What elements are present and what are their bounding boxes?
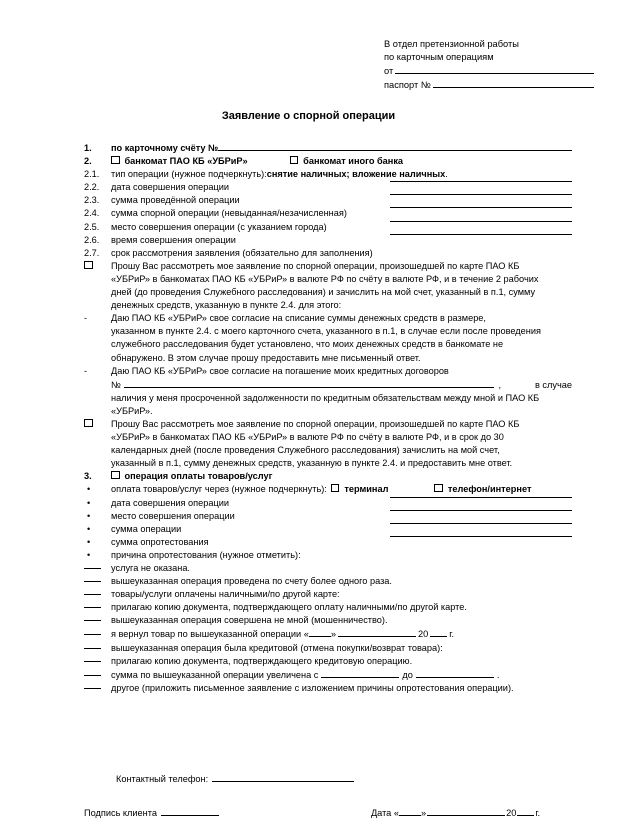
reason-option[interactable] bbox=[84, 682, 572, 695]
date-month-input[interactable] bbox=[427, 806, 505, 816]
para-line: наличия у меня просроченной задолженности по кредитным обязательствам между мной и ПАО КБ bbox=[111, 392, 540, 403]
reason-label: вышеуказанная операция совершена не мной (мошенничество). bbox=[111, 615, 388, 626]
bullet-dispute-amount bbox=[84, 536, 572, 549]
para-line: календарных дней (после проведения Служебного расследования) зачислить на мой счет, bbox=[111, 445, 500, 456]
paragraph-30-days bbox=[84, 418, 572, 470]
reason-blank-line[interactable] bbox=[84, 642, 111, 655]
para-line: Даю ПАО КБ «УБРиР» свое согласие на списание суммы денежных средств в размере, bbox=[111, 313, 486, 324]
item-2-1-number: 2.1. bbox=[84, 169, 100, 180]
return-month-input[interactable] bbox=[338, 627, 416, 637]
bullet-dispute-amount-label: сумма опротестования bbox=[111, 536, 209, 547]
bullet-op-date bbox=[84, 497, 572, 510]
section-3-number: 3. bbox=[84, 471, 92, 482]
item-2-6-number: 2.6. bbox=[84, 234, 100, 245]
reason-label: прилагаю копию документа, подтверждающего кредитовую операцию. bbox=[111, 655, 413, 666]
para-line: денежных средств, указанную в пункте 2.4. для этого: bbox=[111, 300, 342, 311]
addressee-from-label: от bbox=[384, 66, 394, 76]
item-2-1-label: тип операции (нужное подчеркнуть): bbox=[111, 169, 267, 180]
client-signature-input[interactable] bbox=[161, 806, 219, 816]
client-signature-label: Подпись клиента bbox=[84, 808, 157, 818]
reason-label: прилагаю копию документа, подтверждающего оплату наличными/по другой карте. bbox=[111, 602, 467, 613]
para-line: Прошу Вас рассмотреть мое заявление по спорной операции, произошедшей по карте ПАО КБ bbox=[111, 418, 520, 429]
item-2-6-input[interactable] bbox=[390, 234, 572, 235]
bullet-dispute-reason-label: причина опротестования (нужное отметить): bbox=[111, 549, 301, 560]
bullet-marker: • bbox=[87, 484, 91, 495]
return-year-input[interactable] bbox=[430, 627, 447, 637]
bullet-op-date-label: дата совершения операции bbox=[111, 497, 229, 508]
reason-blank-line[interactable] bbox=[84, 628, 111, 641]
date-label: Дата « bbox=[370, 808, 399, 818]
reason-blank-line[interactable] bbox=[84, 588, 111, 601]
item-2-5-label: место совершения операции (с указанием города) bbox=[111, 221, 327, 232]
date-quote-close: » bbox=[420, 808, 427, 818]
signature-row bbox=[84, 806, 584, 820]
item-2-2 bbox=[84, 181, 572, 194]
item-2-2-number: 2.2. bbox=[84, 182, 100, 193]
addressee-block bbox=[384, 38, 594, 92]
reason-option[interactable] bbox=[84, 575, 572, 588]
para-line: «УБРиР» в банкоматах ПАО КБ «УБРиР» в валюте РФ по счёту в валюте РФ, и в срок до 30 bbox=[111, 432, 504, 443]
date-year-prefix: 20 bbox=[506, 808, 517, 818]
item-2-3-label: сумма проведённой операции bbox=[111, 195, 240, 206]
paragraph-2-days bbox=[84, 260, 572, 312]
para-line: Прошу Вас рассмотреть мое заявление по спорной операции, произошедшей по карте ПАО КБ bbox=[111, 260, 520, 271]
reason-label: вышеуказанная операция была кредитовой (отмена покупки/возврат товара): bbox=[111, 642, 443, 653]
item-2-4-number: 2.4. bbox=[84, 208, 100, 219]
checkbox-icon[interactable] bbox=[290, 156, 299, 165]
item-2-4-label: сумма спорной операции (невыданная/незачисленная) bbox=[111, 208, 347, 219]
credit-contract-no-label: № bbox=[111, 379, 121, 390]
addressee-from-row bbox=[384, 64, 594, 78]
addressee-line-1: В отдел претензионной работы bbox=[384, 39, 519, 49]
bullet-marker: • bbox=[87, 523, 91, 534]
date-group bbox=[371, 806, 540, 820]
checkbox-icon[interactable] bbox=[84, 261, 93, 270]
checkbox-icon[interactable] bbox=[331, 484, 340, 493]
reason-range-post: . bbox=[496, 669, 500, 680]
item-2-7-number: 2.7. bbox=[84, 247, 100, 258]
checkbox-30-days[interactable] bbox=[84, 418, 111, 431]
para-line: обнаружено. В этом случае прошу предоставить мне письменный ответ. bbox=[111, 352, 421, 363]
addressee-from-input[interactable] bbox=[395, 64, 594, 74]
reason-blank-line[interactable] bbox=[84, 669, 111, 682]
checkbox-icon[interactable] bbox=[84, 419, 93, 428]
reason-blank-line[interactable] bbox=[84, 614, 111, 627]
dash-marker: - bbox=[84, 313, 87, 324]
date-suffix: г. bbox=[535, 808, 541, 818]
bullet-dispute-amount-input[interactable] bbox=[390, 536, 572, 537]
para-line: указанный в п.1, сумму денежных средств, указанную в пункте 2.4. и предоставить мне ответ. bbox=[111, 458, 513, 469]
page-title: Заявление о спорной операции bbox=[221, 110, 396, 122]
reason-option-amount-range[interactable] bbox=[84, 668, 572, 682]
credit-contract-no-row bbox=[111, 378, 572, 392]
addressee-passport-label: паспорт № bbox=[384, 80, 431, 90]
bullet-op-place-input[interactable] bbox=[390, 510, 572, 511]
item-2-2-label: дата совершения операции bbox=[111, 182, 229, 193]
item-2-4 bbox=[84, 207, 572, 220]
bullet-marker: • bbox=[87, 549, 91, 560]
reason-range-pre: сумма по вышеуказанной операции увеличена с bbox=[111, 669, 319, 680]
checkbox-icon[interactable] bbox=[111, 471, 120, 480]
paragraph-consent-credit bbox=[84, 365, 572, 418]
card-account-input[interactable] bbox=[218, 141, 572, 151]
checkbox-phone-internet-label: телефон/интернет bbox=[447, 484, 532, 495]
paragraph-30-days-text bbox=[111, 418, 572, 470]
item-2-3-input[interactable] bbox=[390, 194, 572, 195]
checkbox-terminal[interactable] bbox=[331, 483, 389, 496]
para-line: Даю ПАО КБ «УБРиР» свое согласие на погашение моих кредитных договоров bbox=[111, 365, 449, 376]
reason-blank-line[interactable] bbox=[84, 601, 111, 614]
document-body bbox=[84, 141, 572, 695]
checkbox-other-atm-label: банкомат иного банка bbox=[303, 156, 404, 167]
para-line: «УБРиР». bbox=[111, 405, 153, 416]
item-2-6-label: время совершения операции bbox=[111, 234, 236, 245]
section-1-label: по карточному счёту № bbox=[111, 143, 219, 153]
contact-phone-label: Контактный телефон: bbox=[116, 774, 209, 784]
amount-to-input[interactable] bbox=[416, 668, 494, 678]
addressee-passport-row bbox=[384, 78, 594, 92]
credit-contract-comma: , bbox=[498, 379, 501, 390]
bullet-op-amount-input[interactable] bbox=[390, 523, 572, 524]
date-year-input[interactable] bbox=[517, 806, 534, 816]
bullet-op-place-label: место совершения операции bbox=[111, 510, 235, 521]
item-2-5-number: 2.5. bbox=[84, 221, 100, 232]
item-2-3-number: 2.3. bbox=[84, 195, 100, 206]
checkbox-icon[interactable] bbox=[111, 156, 120, 165]
para-line: «УБРиР» в банкоматах ПАО КБ «УБРиР» в валюте РФ по счёту в валюте РФ, и в течение 2 рабочих bbox=[111, 273, 539, 284]
reason-range-mid: до bbox=[402, 669, 413, 680]
checkbox-own-atm[interactable] bbox=[111, 155, 248, 168]
bullet-marker: • bbox=[87, 497, 91, 508]
reason-blank-line[interactable] bbox=[84, 682, 111, 695]
reason-option[interactable] bbox=[84, 601, 572, 614]
payment-channel-row bbox=[84, 483, 572, 496]
bullet-op-amount bbox=[84, 523, 572, 536]
checkbox-other-atm[interactable] bbox=[290, 155, 403, 168]
item-2-5 bbox=[84, 221, 572, 234]
reason-label: товары/услуги оплачены наличными/по другой карте: bbox=[111, 589, 340, 600]
checkbox-terminal-label: терминал bbox=[344, 484, 389, 495]
bullet-marker: • bbox=[87, 536, 91, 547]
amount-from-input[interactable] bbox=[321, 668, 399, 678]
item-2-1 bbox=[84, 168, 572, 181]
paragraph-2-days-text bbox=[111, 260, 572, 312]
paragraph-consent-writeoff bbox=[84, 312, 572, 364]
bullet-op-amount-label: сумма операции bbox=[111, 523, 182, 534]
item-2-7 bbox=[84, 247, 572, 260]
checkbox-icon[interactable] bbox=[434, 484, 443, 493]
reason-option[interactable] bbox=[84, 614, 572, 627]
section-1-number: 1. bbox=[84, 143, 92, 153]
addressee-line-2: по карточным операциям bbox=[384, 52, 494, 62]
para-line: указанном в пункте 2.4. с моего карточного счета, указанного в п.1, в случае если после проведения bbox=[111, 326, 541, 337]
contact-phone-input[interactable] bbox=[212, 772, 354, 782]
bullet-marker: • bbox=[87, 510, 91, 521]
credit-contract-tail: в случае bbox=[535, 379, 572, 390]
reason-label: другое (приложить письменное заявление с изложением причины опротестования операции). bbox=[111, 682, 514, 693]
bullet-op-date-input[interactable] bbox=[390, 497, 572, 498]
reason-option[interactable] bbox=[84, 588, 572, 601]
item-2-1-tail: . bbox=[445, 169, 448, 180]
dash-marker: - bbox=[84, 365, 87, 376]
reason-return-mid: » bbox=[330, 629, 336, 640]
item-2-1-options[interactable]: снятие наличных; вложение наличных bbox=[266, 169, 446, 180]
section-2-row bbox=[84, 155, 572, 168]
reason-return-pre: я вернул товар по вышеуказанной операции « bbox=[111, 629, 309, 640]
reason-blank-line[interactable] bbox=[84, 562, 111, 575]
checkbox-goods-payment[interactable] bbox=[111, 470, 272, 483]
return-day-input[interactable] bbox=[309, 627, 331, 637]
bullet-op-place bbox=[84, 510, 572, 523]
section-2-number: 2. bbox=[84, 156, 92, 167]
contact-phone-row bbox=[116, 772, 354, 786]
reason-label: вышеуказанная операция проведена по счету более одного раза. bbox=[111, 576, 392, 587]
checkbox-own-atm-label: банкомат ПАО КБ «УБРиР» bbox=[124, 156, 248, 167]
paragraph-consent-credit-text bbox=[111, 365, 572, 418]
item-2-5-input[interactable] bbox=[390, 221, 572, 222]
reason-option[interactable] bbox=[84, 642, 572, 655]
item-2-6 bbox=[84, 234, 572, 247]
bullet-dispute-reason bbox=[84, 549, 572, 562]
section-3-heading: операция оплаты товаров/услуг bbox=[124, 471, 273, 482]
checkbox-2-days[interactable] bbox=[84, 260, 111, 273]
section-1-row bbox=[84, 141, 572, 155]
reason-blank-line[interactable] bbox=[84, 655, 111, 668]
credit-contract-no-input[interactable] bbox=[124, 378, 495, 388]
reason-return-year: 20 bbox=[417, 629, 429, 640]
para-line: служебного расследования будет установлено, что моих денежных средств в банкомате не bbox=[111, 339, 504, 350]
checkbox-phone-internet[interactable] bbox=[434, 483, 531, 496]
date-day-input[interactable] bbox=[399, 806, 421, 816]
item-2-3 bbox=[84, 194, 572, 207]
addressee-passport-input[interactable] bbox=[433, 78, 594, 88]
reason-option[interactable] bbox=[84, 655, 572, 668]
reason-label: услуга не оказана. bbox=[111, 563, 190, 573]
item-2-4-input[interactable] bbox=[390, 207, 572, 208]
section-3-row bbox=[84, 470, 572, 483]
reason-blank-line[interactable] bbox=[84, 575, 111, 588]
item-2-2-input[interactable] bbox=[390, 181, 572, 182]
para-line: дней (до проведения Служебного расследования) и зачислить на мой счет, указанный в п.1, сумму bbox=[111, 287, 536, 298]
reason-option-return-date[interactable] bbox=[84, 627, 572, 641]
payment-channel-label: оплата товаров/услуг через (нужное подчеркнуть): bbox=[111, 484, 327, 495]
reason-option[interactable] bbox=[84, 562, 572, 575]
item-2-7-label: срок рассмотрения заявления (обязательно для заполнения) bbox=[111, 247, 373, 258]
reason-return-suffix: г. bbox=[449, 629, 454, 640]
paragraph-consent-writeoff-text bbox=[111, 312, 572, 364]
